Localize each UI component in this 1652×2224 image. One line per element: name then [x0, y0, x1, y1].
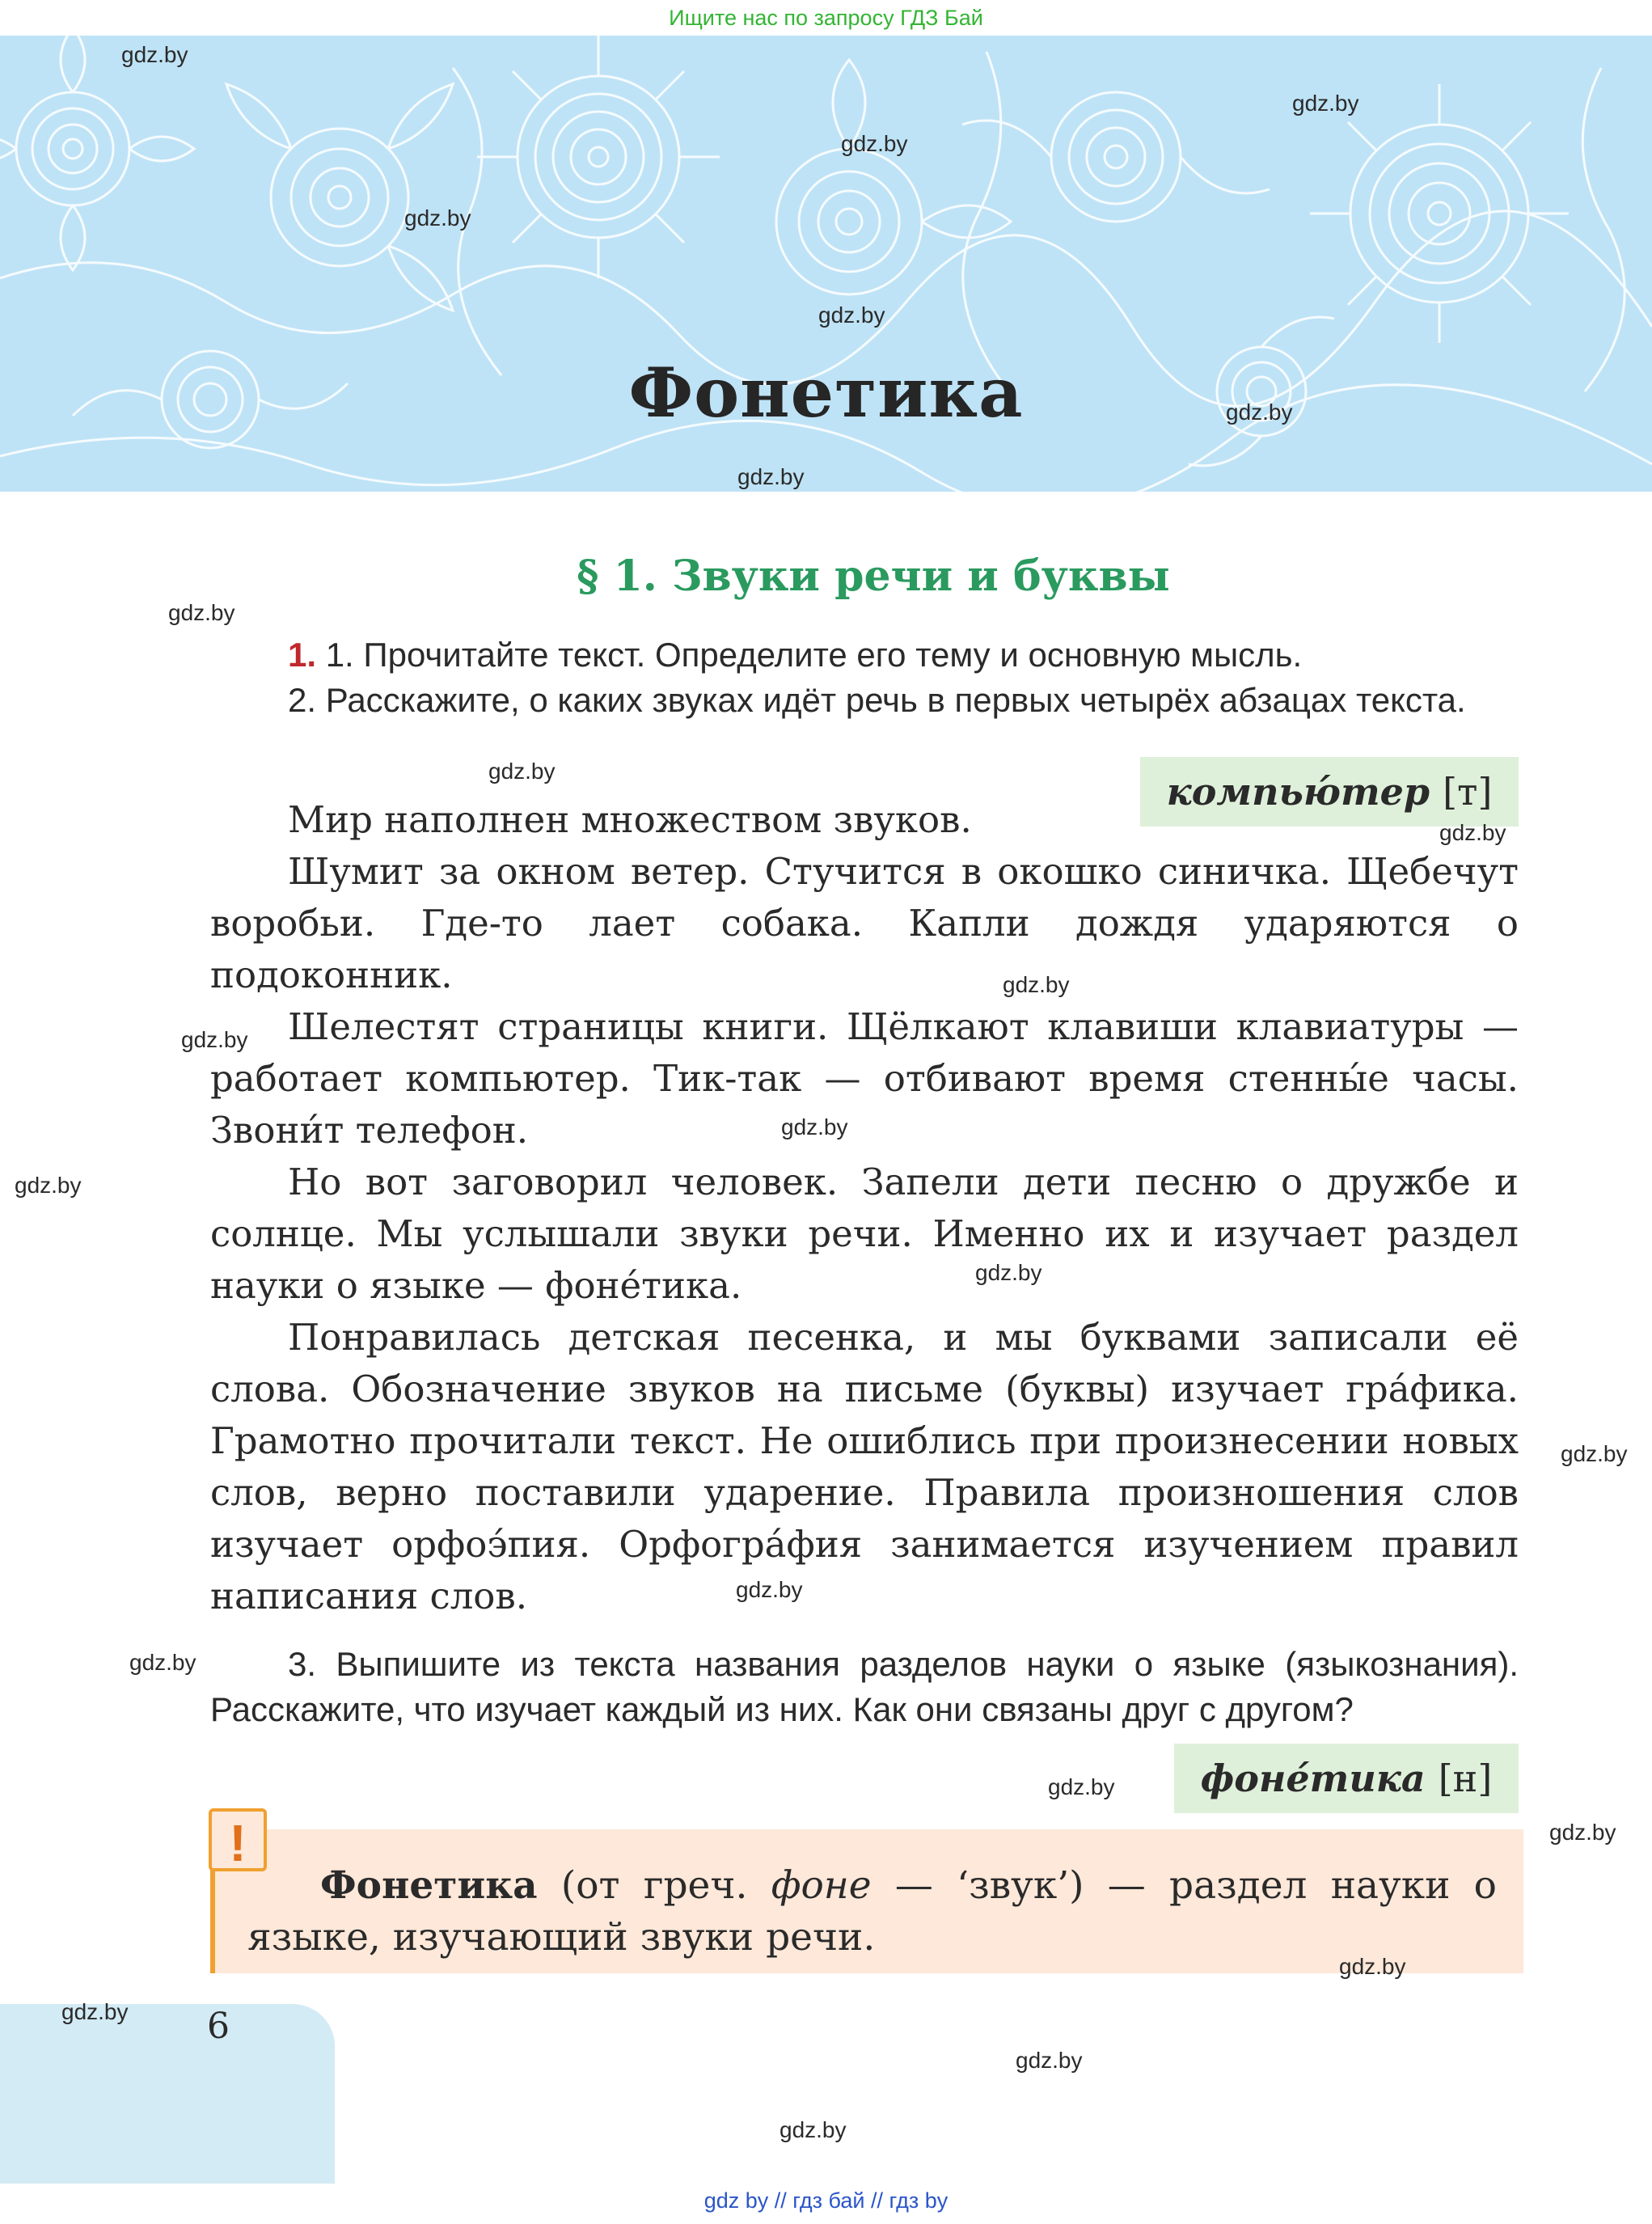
watermark: gdz.by	[129, 1650, 196, 1675]
definition-term: Фонетика	[320, 1863, 538, 1908]
text-paragraph: Понравилась детская песенка, и мы буквами записали её слова. Обозначение звуков на письме (буквы) изучает гра́фика. Грамотно прочитали текст. Не ошиблись при произнесении новых слов, верно поставили ударение. Правила произношения слов изучает орфоэ́пия. Орфогра́фия занимается изучением правил написания слов.	[210, 1316, 1519, 1617]
task-number: 1.	[288, 636, 317, 674]
watermark: gdz.by	[818, 302, 885, 328]
definition-box	[210, 1829, 1523, 1973]
top-banner[interactable]: Ищите нас по запросу ГДЗ Бай	[669, 6, 983, 30]
watermark: gdz.by	[1016, 2048, 1083, 2073]
watermark: gdz.by	[841, 131, 908, 156]
chapter-title: Фонетика	[628, 353, 1024, 433]
watermark: gdz.by	[1292, 91, 1359, 116]
watermark: gdz.by	[1439, 820, 1506, 845]
watermark: gdz.by	[1339, 1954, 1406, 1979]
chapter-header	[0, 36, 1652, 492]
watermark: gdz.by	[404, 205, 471, 230]
task-item-1: 1. 1. Прочитайте текст. Определите его тему и основную мысль.	[288, 636, 1303, 674]
page-number: 6	[207, 2006, 230, 2047]
text-paragraph: Шумит за окном ветер. Стучится в окошко синичка. Щебечут воробьи. Где-то лает собака. Капли дождя ударяются о подоконник.	[210, 850, 1519, 996]
word-box-word: фоне́тика	[1200, 1757, 1426, 1800]
watermark: gdz.by	[1048, 1774, 1115, 1799]
definition-text: Фонетика (от греч. фоне — ‘звук’) — раздел науки о языке, изучающий звуки речи.	[247, 1863, 1497, 1960]
task-item-2: 2. Расскажите, о каких звуках идёт речь в первых четырёх абзацах текста.	[288, 681, 1466, 719]
word-box-sound: [т]	[1443, 770, 1493, 814]
watermark: gdz.by	[121, 42, 188, 67]
watermark: gdz.by	[736, 1577, 803, 1602]
word-box-word: компью́тер	[1166, 770, 1430, 814]
text-paragraph: Мир наполнен множеством звуков.	[288, 798, 972, 841]
task-instructions-1-2	[210, 632, 1519, 723]
watermark: gdz.by	[181, 1027, 248, 1052]
watermark: gdz.by	[488, 759, 556, 784]
word-box-phonetics	[1174, 1744, 1519, 1813]
watermark: gdz.by	[1226, 400, 1293, 425]
watermark: gdz.by	[61, 1999, 129, 2024]
text-paragraph: Шелестят страницы книги. Щёлкают клавиши клавиатуры — работает компьютер. Тик-так — отбивают время стенны́е часы. Звони́т телефон.	[210, 1005, 1519, 1152]
section-title: § 1. Звуки речи и буквы	[577, 552, 1170, 601]
watermark: gdz.by	[781, 1114, 848, 1139]
watermark: gdz.by	[15, 1173, 82, 1198]
page-number-tab	[0, 2004, 335, 2184]
watermark: gdz.by	[168, 600, 235, 625]
task-instructions-3	[210, 1642, 1519, 1732]
exclamation-icon: !	[209, 1808, 267, 1871]
task-item-3: 3. Выпишите из текста названия разделов науки о языке (языкознания). Расскажите, что изучает каждый из них. Как они связаны друг с другом?	[210, 1645, 1519, 1728]
reading-text	[210, 794, 1519, 1622]
watermark: gdz.by	[737, 464, 805, 489]
watermark: gdz.by	[1549, 1820, 1616, 1845]
definition-greek-word: фоне	[771, 1863, 872, 1908]
watermark: gdz.by	[780, 2117, 847, 2142]
word-box-sound: [н]	[1438, 1757, 1493, 1800]
footer-links[interactable]: gdz by // гдз бай // гдз by	[703, 2188, 949, 2213]
text-paragraph: Но вот заговорил человек. Запели дети песню о дружбе и солнце. Мы услышали звуки речи. Именно их и изучает раздел науки о языке — фоне́тика.	[210, 1161, 1519, 1307]
watermark: gdz.by	[975, 1260, 1042, 1285]
watermark: gdz.by	[1561, 1441, 1628, 1466]
watermark: gdz.by	[1003, 972, 1070, 997]
